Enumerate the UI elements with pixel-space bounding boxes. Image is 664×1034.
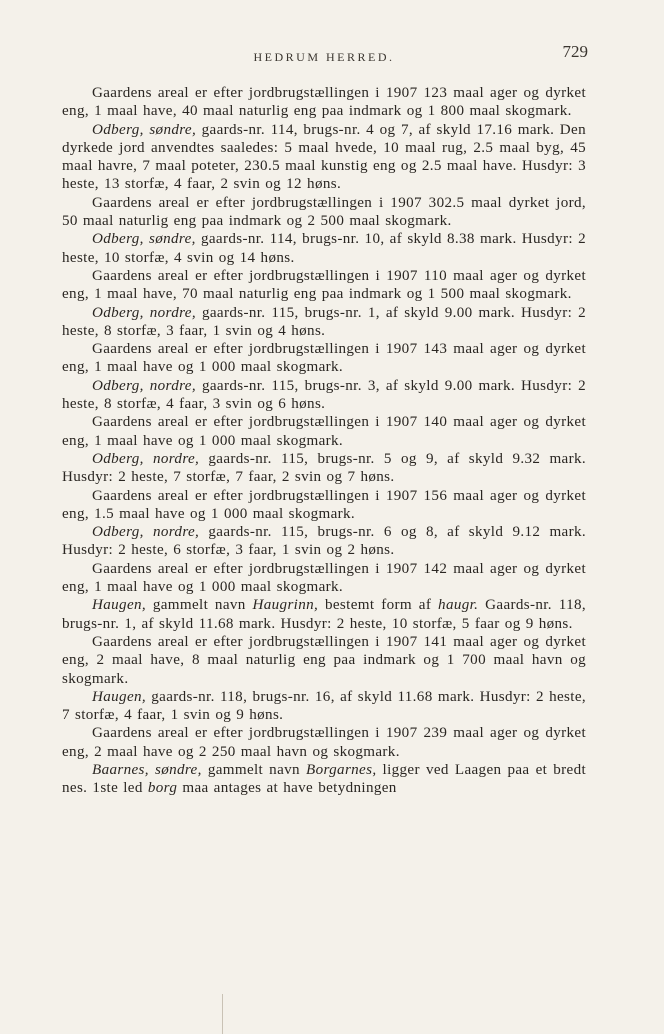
italic-term: Odberg, nordre, bbox=[92, 377, 196, 394]
text-run: Gaardens areal er efter jordbrugstællingen i 1907 140 maal ager og dyrket eng, 1 maal have og 1 000 maal skogmark. bbox=[62, 414, 586, 449]
paragraph bbox=[62, 761, 586, 798]
text-run: Gaardens areal er efter jordbrugstællingen i 1907 302.5 maal dyrket jord, 50 maal naturlig eng paa indmark og 2 500 maal skogmark. bbox=[62, 194, 586, 230]
paragraph bbox=[62, 413, 586, 450]
text-run: Gaardens areal er efter jordbrugstællingen i 1907 141 maal ager og dyrket eng, 2 maal have, 8 maal naturlig eng paa indmark og 1 700 maal havn og skogmark. bbox=[62, 633, 586, 687]
text-run: Gaardens areal er efter jordbrugstællingen i 1907 110 maal ager og dyrket eng, 1 maal have, 70 maal naturlig eng paa indmark og 1 500 maal skogmark. bbox=[62, 267, 586, 303]
text-run: gaards-nr. 114, brugs-nr. 4 og 7, af skyld 17.16 mark. Den dyrkede jord anvendtes saaledes: 5 maal hvede, 10 maal rug, 2.5 maal byg, 45 maal havre, 7 maal poteter, 230.5 maal kunstig eng og 2.5 maal have. Husdyr: 3 heste, 13 storfæ, 4 faar, 2 svin og 12 høns. bbox=[62, 121, 587, 193]
page-header bbox=[62, 42, 586, 64]
paragraph bbox=[62, 267, 586, 304]
text-run: ligger ved Laagen paa et bredt nes. 1ste led bbox=[62, 761, 587, 797]
italic-term: Borgarnes, bbox=[306, 761, 377, 778]
italic-term: Baarnes, søndre, bbox=[92, 761, 202, 778]
italic-term: Haugen, bbox=[92, 597, 147, 614]
text-run: Gaardens areal er efter jordbrugstællingen i 1907 239 maal ager og dyrket eng, 2 maal have og 2 250 maal havn og skogmark. bbox=[62, 725, 586, 760]
text-run: gaards-nr. 115, brugs-nr. 1, af skyld 9.00 mark. Husdyr: 2 heste, 8 storfæ, 3 faar, 1 svin og 4 høns. bbox=[62, 304, 587, 339]
text-run: Gaardens areal er efter jordbrugstællingen i 1907 142 maal ager og dyrket eng, 1 maal have og 1 000 maal skogmark. bbox=[62, 560, 586, 596]
text-run: gaards-nr. 115, brugs-nr. 5 og 9, af skyld 9.32 mark. Husdyr: 2 heste, 7 storfæ, 7 faar, 2 svin og 7 høns. bbox=[62, 450, 586, 486]
paragraph bbox=[62, 596, 586, 633]
text-run: gaards-nr. 115, brugs-nr. 6 og 8, af skyld 9.12 mark. Husdyr: 2 heste, 6 storfæ, 3 faar, 1 svin og 2 høns. bbox=[62, 524, 586, 559]
running-head: HEDRUM HERRED. bbox=[253, 50, 395, 64]
text-run: maa antages at have betydningen bbox=[177, 780, 397, 797]
text-run: gaards-nr. 118, brugs-nr. 16, af skyld 11.68 mark. Husdyr: 2 heste, 7 storfæ, 4 faar, 1 svin og 9 høns. bbox=[62, 688, 586, 724]
paragraph bbox=[62, 121, 586, 194]
paragraph bbox=[62, 230, 586, 267]
paragraph bbox=[62, 304, 586, 341]
text-run: gaards-nr. 114, brugs-nr. 10, af skyld 8.38 mark. Husdyr: 2 heste, 10 storfæ, 4 svin og 14 høns. bbox=[62, 231, 586, 266]
italic-term: Haugen, bbox=[92, 688, 147, 705]
italic-term: Odberg, nordre, bbox=[92, 450, 200, 467]
italic-term: borg bbox=[147, 780, 178, 797]
paragraph bbox=[62, 560, 586, 597]
text-run: Gaards-nr. 118, brugs-nr. 1, af skyld 11.68 mark. Husdyr: 2 heste, 10 storfæ, 5 faar og 9 høns. bbox=[62, 597, 587, 632]
paragraph bbox=[62, 523, 586, 560]
body-text bbox=[62, 84, 586, 798]
text-run: Gaardens areal er efter jordbrugstællingen i 1907 123 maal ager og dyrket eng, 1 maal have, 40 maal naturlig eng paa indmark og 1 800 maal skogmark. bbox=[62, 85, 586, 120]
text-run: gaards-nr. 115, brugs-nr. 3, af skyld 9.00 mark. Husdyr: 2 heste, 8 storfæ, 4 faar, 3 svin og 6 høns. bbox=[62, 377, 587, 413]
paragraph bbox=[62, 688, 586, 725]
paragraph bbox=[62, 487, 586, 524]
italic-term: Odberg, søndre, bbox=[92, 121, 197, 138]
italic-term: Odberg, nordre, bbox=[92, 304, 196, 321]
text-run: Gaardens areal er efter jordbrugstællingen i 1907 143 maal ager og dyrket eng, 1 maal have og 1 000 maal skogmark. bbox=[62, 341, 586, 376]
paragraph bbox=[62, 724, 586, 761]
italic-term: Odberg, nordre, bbox=[92, 524, 200, 541]
paragraph bbox=[62, 450, 586, 487]
page-number: 729 bbox=[562, 42, 588, 61]
text-run: bestemt form af bbox=[318, 597, 439, 614]
paragraph bbox=[62, 377, 586, 414]
text-run: Gaardens areal er efter jordbrugstællingen i 1907 156 maal ager og dyrket eng, 1.5 maal have og 1 000 maal skogmark. bbox=[62, 487, 586, 522]
italic-term: haugr. bbox=[438, 597, 479, 614]
text-run: gammelt navn bbox=[201, 761, 307, 778]
paragraph bbox=[62, 340, 586, 377]
paragraph bbox=[62, 84, 586, 121]
paragraph bbox=[62, 194, 586, 231]
text-run: gammelt navn bbox=[146, 597, 253, 614]
italic-term: Odberg, søndre, bbox=[92, 231, 196, 248]
paragraph bbox=[62, 633, 586, 688]
italic-term: Haugrinn, bbox=[252, 597, 319, 614]
page-crease bbox=[222, 994, 223, 1034]
